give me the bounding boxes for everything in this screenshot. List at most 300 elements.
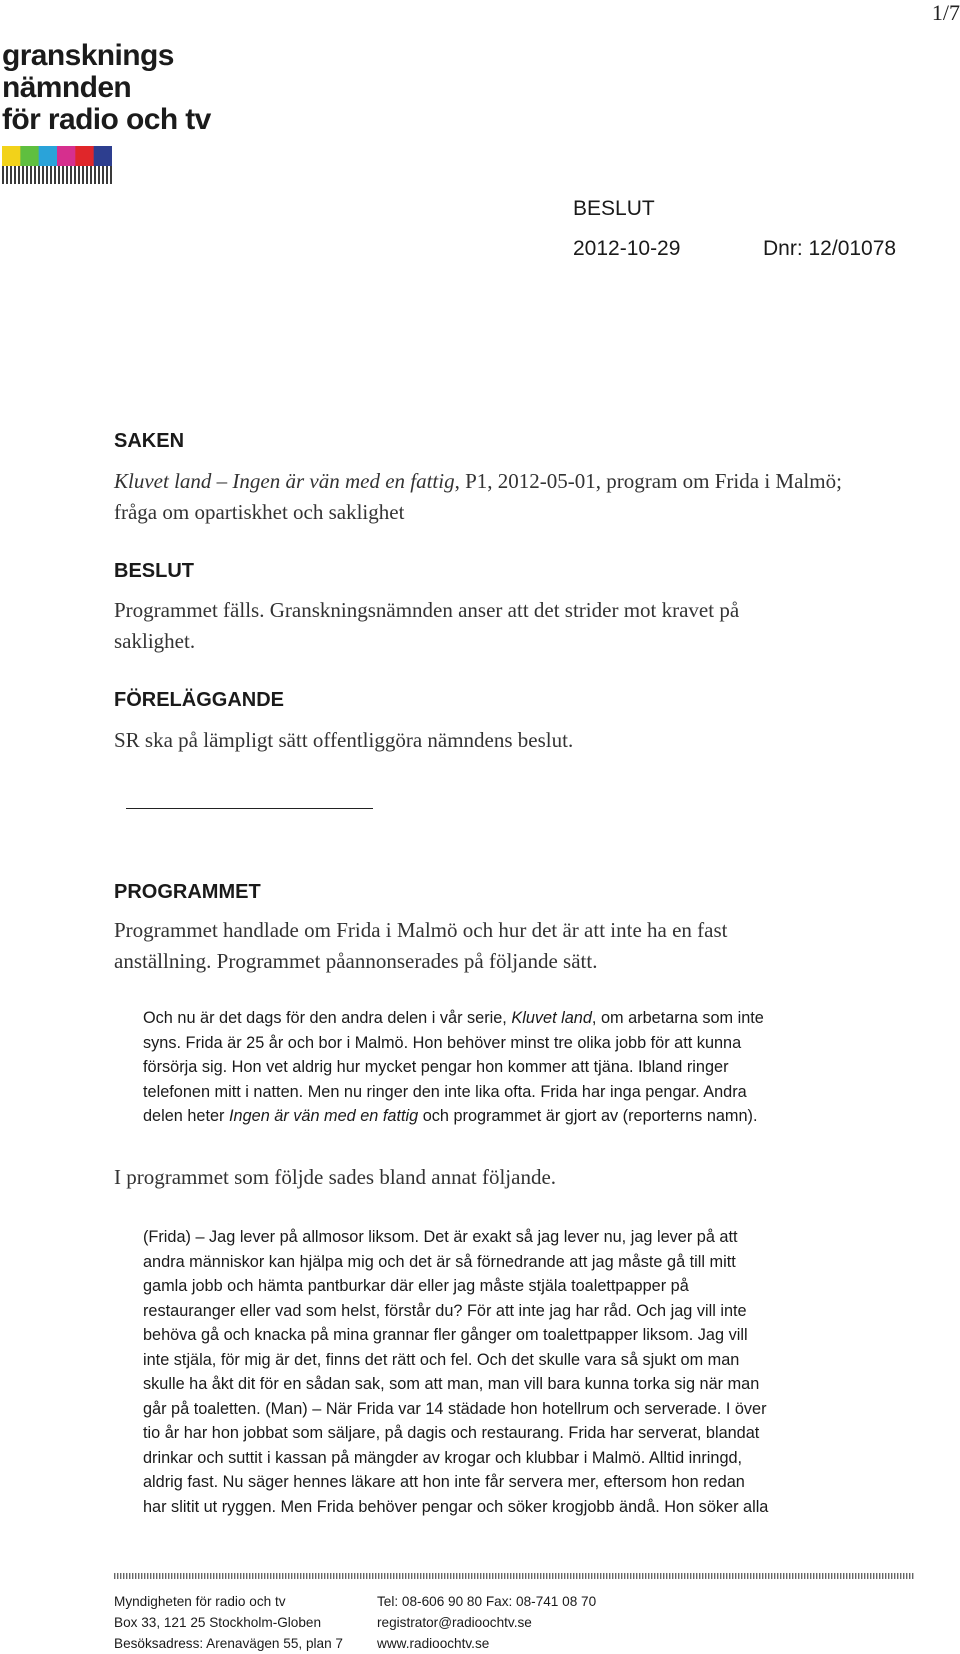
footer-rule-tick [906,1573,907,1579]
footer-rule-tick [768,1573,769,1579]
footer-rule-tick [414,1573,415,1579]
footer-rule-tick [390,1573,391,1579]
forelaggande-text: SR ska på lämpligt sätt offentliggöra nämndens beslut. [114,728,574,752]
footer-rule-tick [822,1573,823,1579]
footer-rule-tick [180,1573,181,1579]
footer-rule-tick [681,1573,682,1579]
quote-line: (Frida) – Jag lever på allmosor liksom. Det är exakt så jag lever nu, jag lever på att [143,1228,738,1246]
footer-rule-tick [558,1573,559,1579]
footer-rule-tick [438,1573,439,1579]
footer-rule-tick [582,1573,583,1579]
footer-rule-tick [606,1573,607,1579]
footer-rule-tick [594,1573,595,1579]
footer-rule-tick [750,1573,751,1579]
logo-bar [6,166,8,184]
section-heading-beslut: BESLUT [114,560,194,582]
footer-rule-tick [384,1573,385,1579]
footer-rule-tick [192,1573,193,1579]
footer-rule-tick [135,1573,136,1579]
announcement-line-3: försörja sig. Hon vet aldrig hur mycket pengar hon kommer att tjäna. Ibland ringer [143,1058,729,1076]
footer-rule-tick [453,1573,454,1579]
footer-rule-tick [534,1573,535,1579]
footer-rule-tick [720,1573,721,1579]
programmet-line-2: anställning. Programmet påannonserades på följande sätt. [114,949,598,973]
footer-rule-tick [909,1573,910,1579]
footer-rule-tick [561,1573,562,1579]
footer-rule-tick [546,1573,547,1579]
footer-rule-tick [744,1573,745,1579]
footer-rule-tick [876,1573,877,1579]
footer-rule-tick [900,1573,901,1579]
footer-rule-tick [393,1573,394,1579]
footer-rule-tick [450,1573,451,1579]
footer-rule-tick [705,1573,706,1579]
footer-rule-tick [330,1573,331,1579]
footer-rule-tick [258,1573,259,1579]
section-heading-saken: SAKEN [114,430,185,452]
footer-rule-tick [171,1573,172,1579]
footer-rule-tick [369,1573,370,1579]
saken-line-1-rest: , P1, 2012-05-01, program om Frida i Malmö; [454,469,842,493]
footer-rule-tick [885,1573,886,1579]
footer-rule-tick [177,1573,178,1579]
logo-bar [34,166,36,184]
footer-rule-tick [165,1573,166,1579]
quote-intro-text: I programmet som följde sades bland annat följande. [114,1165,557,1189]
footer-rule-tick [549,1573,550,1579]
footer-rule-tick [642,1573,643,1579]
announcement-quote [143,1006,843,1129]
footer-rule-tick [831,1573,832,1579]
footer-rule-tick [240,1573,241,1579]
logo-bar [106,166,108,184]
footer-rule-tick [846,1573,847,1579]
beslut-text [114,595,844,657]
logo-bar [22,166,24,184]
footer-rule-tick [255,1573,256,1579]
footer-rule-tick [864,1573,865,1579]
footer-rule-tick [621,1573,622,1579]
footer-website: www.radioochtv.se [377,1636,490,1651]
footer-rule-tick [630,1573,631,1579]
footer-rule-tick [696,1573,697,1579]
footer-rule-tick [516,1573,517,1579]
logo-color-block [39,146,58,166]
footer-rule-tick [312,1573,313,1579]
footer-rule-tick [609,1573,610,1579]
footer-rule-tick [807,1573,808,1579]
footer-rule-tick [381,1573,382,1579]
logo-color-block [94,146,112,166]
footer-rule-tick [441,1573,442,1579]
footer-rule-tick [195,1573,196,1579]
footer-rule-tick [852,1573,853,1579]
footer-rule-tick [651,1573,652,1579]
footer-rule-tick [252,1573,253,1579]
announcement-line-1 [143,1009,764,1027]
footer-rule-tick [777,1573,778,1579]
footer-rule-tick [897,1573,898,1579]
programmet-text [114,915,844,977]
logo-bar [98,166,100,184]
footer-rule-tick [684,1573,685,1579]
section-divider [126,808,373,809]
footer-rule-tick [810,1573,811,1579]
footer-rule-tick [753,1573,754,1579]
footer-rule-tick [273,1573,274,1579]
logo-bar [18,166,20,184]
footer-rule-tick [189,1573,190,1579]
footer-rule-tick [303,1573,304,1579]
announcement-line-5 [143,1107,758,1125]
footer-rule-tick [531,1573,532,1579]
footer-rule-tick [336,1573,337,1579]
footer-rule-tick [150,1573,151,1579]
footer-rule-tick [264,1573,265,1579]
footer-rule-tick [456,1573,457,1579]
footer-rule-tick [723,1573,724,1579]
footer-rule-tick [660,1573,661,1579]
logo-bar [78,166,80,184]
footer-rule-tick [741,1573,742,1579]
footer-rule-tick [537,1573,538,1579]
footer-rule-tick [879,1573,880,1579]
footer-rule-tick [144,1573,145,1579]
footer-rule-tick [225,1573,226,1579]
footer-rule-tick [246,1573,247,1579]
footer-rule-tick [639,1573,640,1579]
saken-line-1 [114,469,842,493]
footer-postal-address: Box 33, 121 25 Stockholm-Globen [114,1615,322,1630]
footer-rule-tick [801,1573,802,1579]
logo-bar [102,166,104,184]
footer-rule-tick [552,1573,553,1579]
footer-rule-tick [318,1573,319,1579]
footer-barcode-rule [114,1573,914,1579]
footer-rule-tick [573,1573,574,1579]
footer-rule-tick [819,1573,820,1579]
footer-rule-tick [276,1573,277,1579]
announcement-line-4: telefonen mitt i natten. Men nu ringer den inte lika ofta. Frida har inga pengar. Andra [143,1082,747,1101]
footer-rule-tick [873,1573,874,1579]
logo-line-2: nämnden [2,71,132,104]
footer-rule-tick [351,1573,352,1579]
logo-color-block [2,146,21,166]
footer-rule-tick [465,1573,466,1579]
footer-rule-tick [675,1573,676,1579]
footer-rule-tick [243,1573,244,1579]
footer-rule-tick [342,1573,343,1579]
footer-rule-tick [168,1573,169,1579]
footer-rule-tick [870,1573,871,1579]
footer-rule-tick [789,1573,790,1579]
logo-bar [70,166,72,184]
footer-rule-tick [756,1573,757,1579]
footer-rule-tick [288,1573,289,1579]
logo-bar [2,166,4,184]
footer-rule-tick [792,1573,793,1579]
logo-bar [46,166,48,184]
logo-line-1: gransknings [2,39,174,72]
footer-rule-tick [114,1573,115,1579]
logo-bar [58,166,60,184]
footer-rule-tick [903,1573,904,1579]
footer-rule-tick [210,1573,211,1579]
logo-bar [38,166,40,184]
footer-rule-tick [354,1573,355,1579]
logo-bar [26,166,28,184]
footer-rule-tick [699,1573,700,1579]
footer-rule-tick [141,1573,142,1579]
footer-rule-tick [528,1573,529,1579]
footer-phone-fax: Tel: 08-606 90 80 Fax: 08-741 08 70 [377,1594,597,1609]
footer-rule-tick [204,1573,205,1579]
footer-rule-tick [183,1573,184,1579]
footer-rule-tick [297,1573,298,1579]
quote-line: andra människor kan hjälpa mig och det är så förnedrande att jag måste gå till mitt [143,1252,736,1271]
logo-bar [62,166,64,184]
footer-rule-tick [774,1573,775,1579]
footer-rule-tick [372,1573,373,1579]
footer-rule-tick [309,1573,310,1579]
footer-rule-tick [129,1573,130,1579]
footer-rule-tick [780,1573,781,1579]
footer-rule-tick [480,1573,481,1579]
footer-rule-tick [759,1573,760,1579]
footer-rule-tick [762,1573,763,1579]
page-number: 1/7 [931,0,960,25]
footer-rule-tick [615,1573,616,1579]
footer-rule-tick [492,1573,493,1579]
footer-rule-tick [459,1573,460,1579]
footer-rule-tick [687,1573,688,1579]
footer-rule-tick [300,1573,301,1579]
footer-rule-tick [285,1573,286,1579]
footer-rule-tick [747,1573,748,1579]
footer-rule-tick [228,1573,229,1579]
footer-rule-tick [804,1573,805,1579]
logo [2,40,211,136]
footer-rule-tick [522,1573,523,1579]
footer-rule-tick [198,1573,199,1579]
footer-rule-tick [666,1573,667,1579]
footer-rule-tick [576,1573,577,1579]
footer-rule-tick [162,1573,163,1579]
footer-rule-tick [378,1573,379,1579]
footer-rule-tick [291,1573,292,1579]
announcement-line-2: syns. Frida är 25 år och bor i Malmö. Hon behöver minst tre olika jobb för att kunna [143,1033,742,1052]
quote-line: drinkar och suttit i kassan på mängder av krogar och klubbar i Malmö. Alltid inringd, [143,1448,743,1467]
footer-rule-tick [657,1573,658,1579]
logo-bar [30,166,32,184]
programmet-line-1: Programmet handlade om Frida i Malmö och hur det är att inte ha en fast [114,918,728,942]
footer-rule-tick [834,1573,835,1579]
logo-line-3: för radio och tv [2,103,211,136]
footer-rule-tick [507,1573,508,1579]
footer-rule-tick [435,1573,436,1579]
announcement-line-1-b: , om arbetarna som inte [591,1009,764,1027]
footer-rule-tick [315,1573,316,1579]
footer-rule-tick [486,1573,487,1579]
footer-rule-tick [504,1573,505,1579]
footer-rule-tick [738,1573,739,1579]
footer-rule-tick [366,1573,367,1579]
logo-color-block [20,146,39,166]
footer-rule-tick [636,1573,637,1579]
footer-rule-tick [468,1573,469,1579]
footer-rule-tick [843,1573,844,1579]
footer-rule-tick [387,1573,388,1579]
logo-bar [42,166,44,184]
footer-rule-tick [786,1573,787,1579]
logo-color-block [57,146,76,166]
footer-rule-tick [714,1573,715,1579]
footer-rule-tick [426,1573,427,1579]
footer-rule-tick [411,1573,412,1579]
announcement-line-5-a: delen heter [143,1107,229,1125]
footer-rule-tick [447,1573,448,1579]
footer-rule-tick [216,1573,217,1579]
footer-rule-tick [711,1573,712,1579]
footer-visiting-address: Besöksadress: Arenavägen 55, plan 7 [114,1636,343,1651]
footer-rule-tick [477,1573,478,1579]
footer-rule-tick [321,1573,322,1579]
logo-bar [90,166,92,184]
footer-address [114,1591,343,1654]
footer-rule-tick [591,1573,592,1579]
episode-title: Ingen är vän med en fattig [229,1107,419,1125]
footer-rule-tick [444,1573,445,1579]
footer-rule-tick [237,1573,238,1579]
footer-rule-tick [603,1573,604,1579]
footer-rule-tick [420,1573,421,1579]
footer-rule-tick [471,1573,472,1579]
footer-rule-tick [399,1573,400,1579]
logo-bar [82,166,84,184]
footer-rule-tick [555,1573,556,1579]
footer-rule-tick [513,1573,514,1579]
footer-rule-tick [498,1573,499,1579]
footer-rule-tick [765,1573,766,1579]
quote-line: har slitit ut ryggen. Men Frida behöver pengar och söker krogjobb ändå. Hon söker alla [143,1497,769,1516]
footer-rule-tick [432,1573,433,1579]
footer-rule-tick [201,1573,202,1579]
footer-rule-tick [525,1573,526,1579]
footer-rule-tick [540,1573,541,1579]
footer-rule-tick [663,1573,664,1579]
footer-rule-tick [624,1573,625,1579]
footer-rule-tick [882,1573,883,1579]
beslut-line-2: saklighet. [114,629,196,653]
quote-line: går på toaletten. (Man) – När Frida var 14 städade hon hotellrum och serverade. I över [143,1399,767,1418]
footer-rule-tick [771,1573,772,1579]
footer-rule-tick [333,1573,334,1579]
footer-rule-tick [732,1573,733,1579]
logo-color-block [75,146,94,166]
footer-rule-tick [270,1573,271,1579]
footer-rule-tick [828,1573,829,1579]
document-type: BESLUT [573,197,655,220]
footer-rule-tick [324,1573,325,1579]
footer-rule-tick [837,1573,838,1579]
footer-rule-tick [855,1573,856,1579]
footer-rule-tick [279,1573,280,1579]
footer-rule-tick [123,1573,124,1579]
footer-rule-tick [138,1573,139,1579]
section-heading-forelaggande: FÖRELÄGGANDE [114,689,284,711]
section-heading-programmet: PROGRAMMET [114,881,261,903]
footer-rule-tick [408,1573,409,1579]
footer-rule-tick [231,1573,232,1579]
footer-rule-tick [690,1573,691,1579]
footer-rule-tick [402,1573,403,1579]
footer-rule-tick [543,1573,544,1579]
footer-rule-tick [678,1573,679,1579]
footer-rule-tick [564,1573,565,1579]
footer-rule-tick [858,1573,859,1579]
footer-rule-tick [585,1573,586,1579]
footer-rule-tick [612,1573,613,1579]
footer-org-name: Myndigheten för radio och tv [114,1594,286,1609]
footer-rule-tick [645,1573,646,1579]
series-title: Kluvet land [511,1009,592,1027]
logo-bar [94,166,96,184]
footer-rule-tick [633,1573,634,1579]
footer-rule-tick [339,1573,340,1579]
footer-rule-tick [174,1573,175,1579]
footer-rule-tick [816,1573,817,1579]
footer-rule-tick [501,1573,502,1579]
quote-line: restauranger eller vad som helst, förstår du? För att inte jag har råd. Och jag vill inte [143,1301,747,1320]
beslut-line-1: Programmet fälls. Granskningsnämnden anser att det strider mot kravet på [114,598,740,622]
footer-rule-tick [783,1573,784,1579]
footer-rule-tick [600,1573,601,1579]
footer-rule-tick [156,1573,157,1579]
footer-rule-tick [327,1573,328,1579]
quote-line: inte stjäla, för mig är det, finns det rätt och fel. Och det skulle vara så sjukt om man [143,1350,740,1369]
footer-rule-tick [348,1573,349,1579]
footer-rule-tick [795,1573,796,1579]
quote-line: behöva gå och knacka på mina grannar fler gånger om toalettpapper liksom. Jag vill [143,1326,748,1344]
footer-rule-tick [357,1573,358,1579]
document-reference-number: Dnr: 12/01078 [763,237,897,260]
footer-rule-tick [417,1573,418,1579]
footer-rule-tick [729,1573,730,1579]
footer-rule-tick [249,1573,250,1579]
footer-rule-tick [708,1573,709,1579]
footer-rule-tick [234,1573,235,1579]
footer-rule-tick [375,1573,376,1579]
footer-rule-tick [120,1573,121,1579]
footer-email: registrator@radioochtv.se [377,1615,532,1630]
footer-rule-tick [567,1573,568,1579]
logo-bar [110,166,112,184]
footer-rule-tick [597,1573,598,1579]
footer-rule-tick [726,1573,727,1579]
logo-bar [74,166,76,184]
footer-rule-tick [132,1573,133,1579]
footer-rule-tick [219,1573,220,1579]
footer-rule-tick [153,1573,154,1579]
footer-rule-tick [483,1573,484,1579]
footer-rule-tick [912,1573,913,1579]
footer-rule-tick [282,1573,283,1579]
footer-rule-tick [267,1573,268,1579]
footer-rule-tick [423,1573,424,1579]
footer-rule-tick [462,1573,463,1579]
footer-rule-tick [849,1573,850,1579]
footer-rule-tick [840,1573,841,1579]
